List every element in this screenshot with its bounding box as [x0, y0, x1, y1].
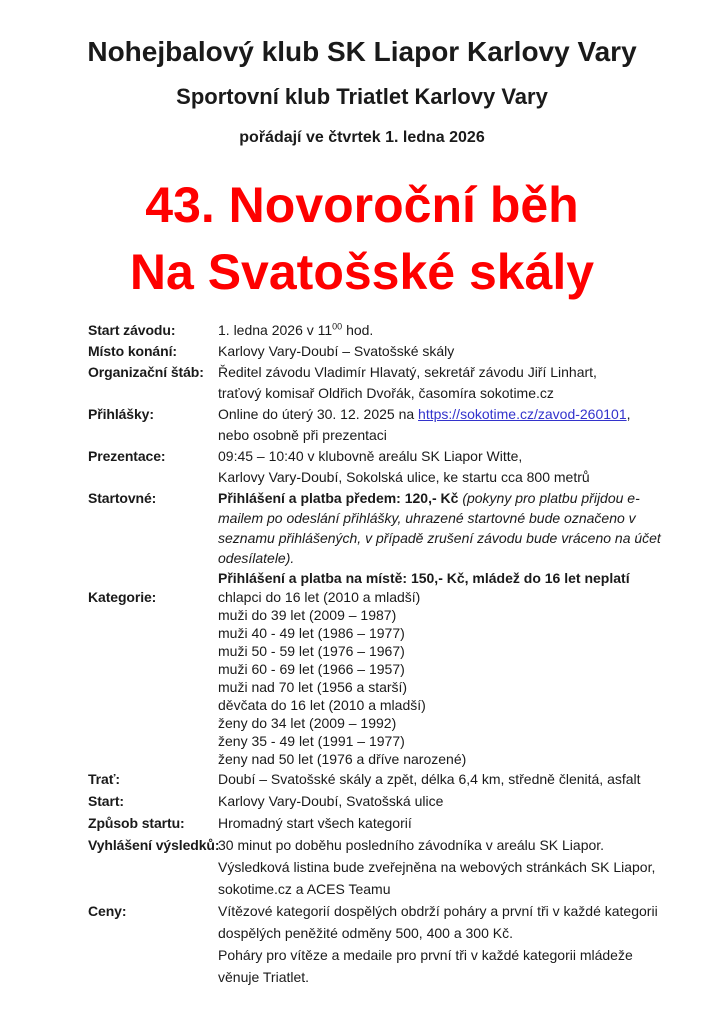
- detail-value-prihlasky: [218, 404, 704, 446]
- detail-line: [218, 732, 704, 750]
- detail-line: [218, 660, 704, 678]
- detail-line: [218, 750, 704, 768]
- detail-line: [218, 966, 704, 988]
- text-segment: Online do úterý 30. 12. 2025 na: [218, 406, 419, 422]
- detail-line: [218, 528, 704, 548]
- text-segment: muži 50 - 59 let (1976 – 1967): [218, 643, 405, 659]
- text-segment: Vítězové kategorií dospělých obdrží poháry a první tři v každé kategorii: [218, 903, 658, 919]
- detail-line: [218, 383, 704, 404]
- text-segment: nebo osobně při prezentaci: [218, 427, 387, 443]
- club-name-secondary: Sportovní klub Triatlet Karlovy Vary: [176, 84, 548, 109]
- detail-value-kategorie: [218, 588, 704, 768]
- detail-line: [218, 446, 704, 467]
- text-segment: dospělých peněžité odměny 500, 400 a 300 Kč.: [218, 925, 513, 941]
- text-segment: ženy do 34 let (2009 – 1992): [218, 715, 397, 731]
- detail-label-trat: Trať:: [88, 771, 120, 787]
- detail-line: [218, 568, 704, 588]
- text-segment: (pokyny pro platbu přijdou e-: [462, 490, 640, 506]
- detail-line: [218, 588, 704, 606]
- detail-value-trat: [218, 768, 704, 790]
- detail-line: [218, 856, 704, 878]
- event-title-line1: 43. Novoroční běh: [145, 177, 579, 233]
- text-segment: hod.: [342, 322, 374, 338]
- text-segment: věnuje Triatlet.: [218, 969, 310, 985]
- detail-label-start: Start:: [88, 793, 124, 809]
- detail-label-start-zavodu: Start závodu:: [88, 322, 176, 338]
- detail-line: [218, 878, 704, 900]
- text-segment: 1. ledna 2026 v 11: [218, 322, 333, 338]
- text-segment: mailem po odeslání přihlášky, uhrazené startovné bude označeno v: [218, 510, 636, 526]
- detail-line: [218, 768, 704, 790]
- text-segment: muži 40 - 49 let (1986 – 1977): [218, 625, 405, 641]
- detail-line: [218, 624, 704, 642]
- detail-label-startovne: Startovné:: [88, 490, 157, 506]
- detail-line: [218, 922, 704, 944]
- registration-link[interactable]: https://sokotime.cz/zavod-260101: [418, 406, 627, 422]
- text-segment: muži nad 70 let (1956 a starší): [218, 679, 408, 695]
- detail-label-kategorie: Kategorie:: [88, 589, 157, 605]
- text-segment: ženy nad 50 let (1976 a dříve narozené): [218, 751, 467, 767]
- detail-label-zpusob-startu: Způsob startu:: [88, 815, 185, 831]
- detail-value-organizacni-stab: [218, 362, 704, 404]
- detail-value-ceny: [218, 900, 704, 988]
- text-segment: Přihlášení a platba na místě: 150,- Kč, mládež do 16 let neplatí: [218, 570, 630, 586]
- text-segment: muži 60 - 69 let (1966 – 1957): [218, 661, 405, 677]
- text-segment: Hromadný start všech kategorií: [218, 815, 412, 831]
- event-title: [0, 172, 724, 306]
- text-segment: Karlovy Vary-Doubí, Svatošská ulice: [218, 793, 444, 809]
- detail-line: [218, 678, 704, 696]
- superscript-minutes: 00: [332, 321, 343, 332]
- event-details: [88, 320, 704, 988]
- detail-value-start: [218, 790, 704, 812]
- detail-line: [218, 362, 704, 383]
- detail-line: [218, 606, 704, 624]
- text-segment: Výsledková listina bude zveřejněna na webových stránkách SK Liapor,: [218, 859, 656, 875]
- text-segment: Karlovy Vary-Doubí, Sokolská ulice, ke startu cca 800 metrů: [218, 469, 590, 485]
- text-segment: 30 minut po doběhu posledního závodníka v areálu SK Liapor.: [218, 837, 605, 853]
- detail-line: [218, 696, 704, 714]
- detail-label-misto-konani: Místo konání:: [88, 343, 177, 359]
- text-segment: 09:45 – 10:40 v klubovně areálu SK Liapor Witte,: [218, 448, 523, 464]
- text-segment: ,: [626, 406, 631, 422]
- text-segment: ženy 35 - 49 let (1991 – 1977): [218, 733, 405, 749]
- detail-line: [218, 642, 704, 660]
- text-segment: chlapci do 16 let (2010 a mladší): [218, 589, 421, 605]
- detail-value-vyhlaseni-vysledku: [218, 834, 704, 900]
- detail-label-ceny: Ceny:: [88, 903, 127, 919]
- text-segment: muži do 39 let (2009 – 1987): [218, 607, 397, 623]
- text-segment: děvčata do 16 let (2010 a mladší): [218, 697, 426, 713]
- detail-value-prezentace: [218, 446, 704, 488]
- detail-line: [218, 341, 704, 362]
- text-segment: Přihlášení a platba předem: 120,- Kč: [218, 490, 463, 506]
- detail-line: [218, 320, 704, 341]
- text-segment: Poháry pro vítěze a medaile pro první tři v každé kategorii mládeže: [218, 947, 633, 963]
- detail-line: [218, 425, 704, 446]
- detail-label-vyhlaseni-vysledku: Vyhlášení výsledků:: [88, 837, 220, 853]
- text-segment: Ředitel závodu Vladimír Hlavatý, sekretář závodu Jiří Linhart,: [218, 364, 597, 380]
- detail-line: [218, 834, 704, 856]
- detail-line: [218, 900, 704, 922]
- text-segment: traťový komisař Oldřich Dvořák, časomíra sokotime.cz: [218, 385, 554, 401]
- detail-label-prihlasky: Přihlášky:: [88, 406, 154, 422]
- detail-line: [218, 714, 704, 732]
- event-title-line2: Na Svatošské skály: [129, 244, 595, 300]
- event-date-line: pořádají ve čtvrtek 1. ledna 2026: [239, 129, 485, 146]
- text-segment: odesílatele).: [218, 550, 295, 566]
- detail-label-organizacni-stab: Organizační štáb:: [88, 364, 204, 380]
- detail-line: [218, 404, 704, 425]
- detail-value-start-zavodu: [218, 320, 704, 341]
- detail-value-misto-konani: [218, 341, 704, 362]
- club-name-primary: Nohejbalový klub SK Liapor Karlovy Vary: [87, 36, 637, 67]
- text-segment: Karlovy Vary-Doubí – Svatošské skály: [218, 343, 455, 359]
- detail-line: [218, 508, 704, 528]
- text-segment: sokotime.cz a ACES Teamu: [218, 881, 391, 897]
- detail-line: [218, 467, 704, 488]
- detail-line: [218, 944, 704, 966]
- detail-line: [218, 812, 704, 834]
- text-segment: seznamu přihlášených, v případě zrušení závodu bude vráceno na účet: [218, 530, 661, 546]
- detail-label-prezentace: Prezentace:: [88, 448, 166, 464]
- detail-line: [218, 790, 704, 812]
- text-segment: Doubí – Svatošské skály a zpět, délka 6,4 km, středně členitá, asfalt: [218, 771, 641, 787]
- detail-value-zpusob-startu: [218, 812, 704, 834]
- detail-line: [218, 548, 704, 568]
- detail-line: [218, 488, 704, 508]
- detail-value-startovne: [218, 488, 704, 588]
